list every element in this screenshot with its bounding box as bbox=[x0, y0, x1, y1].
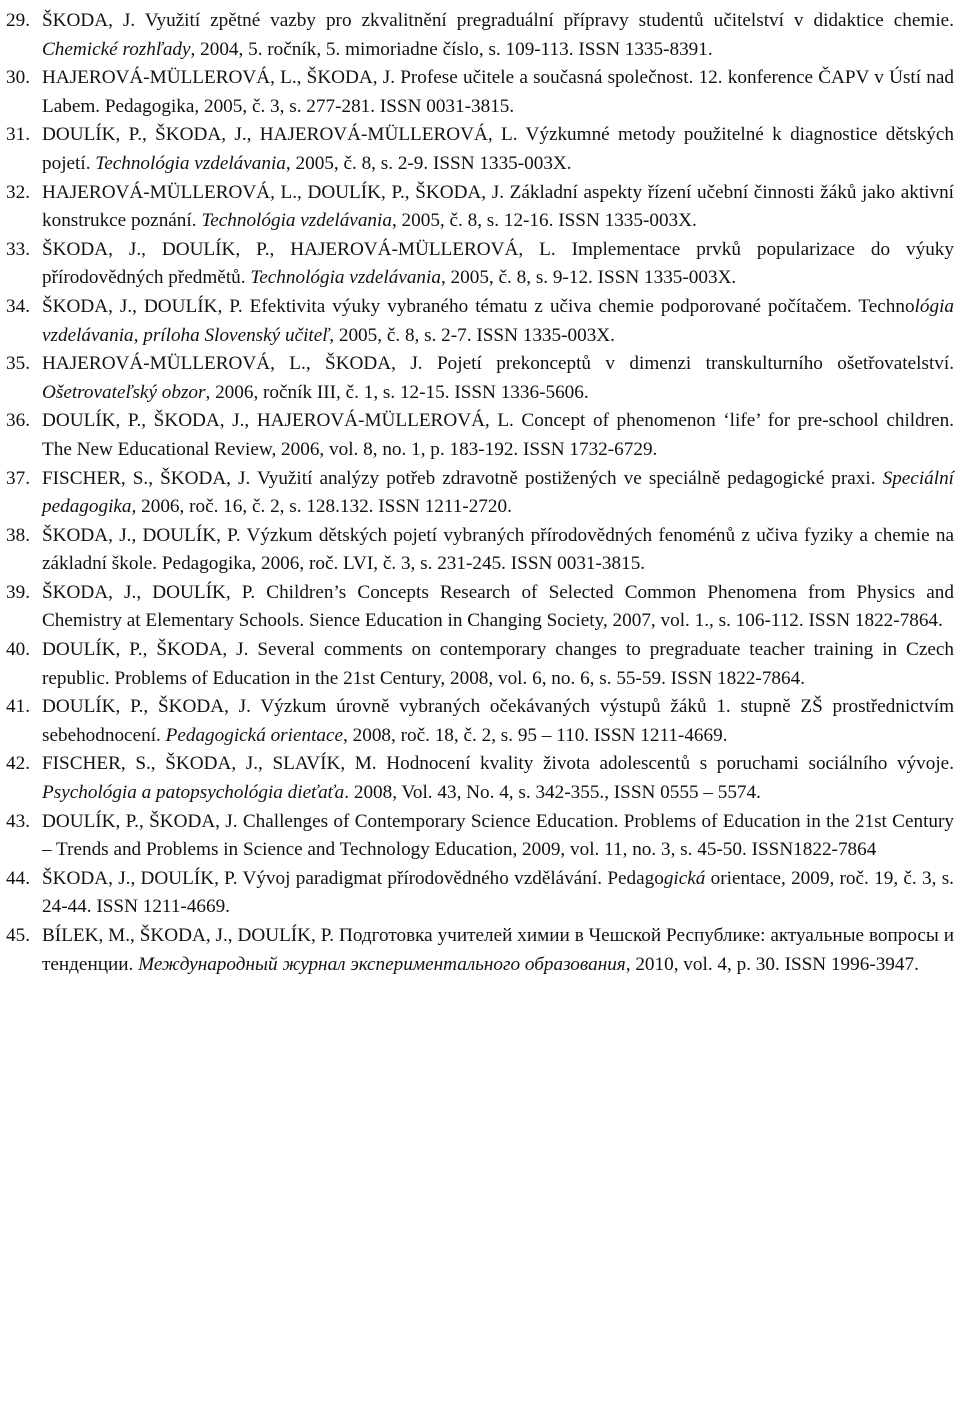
reference-entry bbox=[6, 7, 954, 64]
reference-source-italic: Speciální pedagogika, bbox=[42, 467, 954, 518]
reference-number: 44. bbox=[6, 867, 30, 889]
reference-text: DOULÍK, P., ŠKODA, J., HAJEROVÁ-MÜLLEROVÁ, L. Výzkumné metody použitelné k diagnostice dětských pojetí. bbox=[42, 124, 954, 174]
reference-entry bbox=[6, 465, 954, 522]
reference-text: 2006, roč. 16, č. 2, s. 128.132. ISSN 1211-2720. bbox=[136, 496, 512, 518]
reference-text: HAJEROVÁ-MÜLLEROVÁ, L., ŠKODA, J. Pojetí prekonceptů v dimenzi transkulturního ošetřovatelství. bbox=[42, 353, 954, 375]
reference-source-italic: Chemické rozhľady bbox=[42, 38, 191, 60]
reference-source-italic: Technológia vzdelávania bbox=[201, 210, 392, 232]
reference-entry bbox=[6, 407, 954, 464]
reference-text: , 2005, č. 8, s. 12-16. ISSN 1335-003X. bbox=[391, 210, 697, 232]
reference-text: DOULÍK, P., ŠKODA, J. Several comments on contemporary changes to pregraduate teacher training in Czech republic. Problems of Education in the 21st Century, 2008, vol. 6, no. 6, s. 55-59. ISSN 1822-7864. bbox=[42, 639, 954, 689]
reference-entry bbox=[6, 865, 954, 922]
reference-entry bbox=[6, 922, 954, 979]
reference-text: FISCHER, S., ŠKODA, J. Využití analýzy potřeb zdravotně postižených ve speciálně pedagogické praxi. bbox=[42, 467, 883, 489]
reference-text: ŠKODA, J., DOULÍK, P. Efektivita výuky vybraného tématu z učiva chemie podporované počítačem. Techno bbox=[42, 295, 915, 317]
reference-number: 30. bbox=[6, 67, 30, 89]
reference-text: ŠKODA, J., DOULÍK, P. Výzkum dětských pojetí vybraných přírodovědných fenoménů z učiva fyziky a chemie na základní škole. Pedagogika, 2006, roč. LVI, č. 3, s. 231-245. ISSN 0031-3815. bbox=[42, 524, 954, 575]
reference-text: ŠKODA, J., DOULÍK, P., HAJEROVÁ-MÜLLEROVÁ, L. Implementace prvků popularizace do výuky přírodovědných předmětů. bbox=[42, 238, 954, 289]
reference-text: BÍLEK, M., ŠKODA, J., DOULÍK, P. Подготовка учителей химии в Чешской Республике: актуальные вопросы и тенденции. bbox=[42, 925, 954, 975]
reference-number: 33. bbox=[6, 238, 30, 260]
reference-number: 36. bbox=[6, 410, 30, 432]
reference-number: 32. bbox=[6, 181, 30, 203]
reference-entry bbox=[6, 579, 954, 636]
reference-number: 31. bbox=[6, 124, 30, 146]
reference-entry bbox=[6, 808, 954, 865]
reference-source-italic: Ošetrovateľský obzor bbox=[42, 381, 206, 403]
reference-text: HAJEROVÁ-MÜLLEROVÁ, L., DOULÍK, P., ŠKODA, J. Základní aspekty řízení učební činnosti žáků jako aktivní konstrukce poznání. bbox=[42, 181, 954, 232]
reference-number: 35. bbox=[6, 353, 30, 375]
reference-text: DOULÍK, P., ŠKODA, J. Výzkum úrovně vybraných očekávaných výstupů žáků 1. stupně ZŠ prostřednictvím sebehodnocení. bbox=[42, 696, 954, 746]
reference-entry bbox=[6, 350, 954, 407]
reference-text: . 2008, Vol. 43, No. 4, s. 342-355., ISSN 0555 – 5574. bbox=[344, 782, 761, 804]
reference-source-italic: Международный журнал экспериментального образования bbox=[138, 953, 626, 975]
reference-number: 41. bbox=[6, 696, 30, 718]
reference-entry bbox=[6, 293, 954, 350]
reference-entry bbox=[6, 64, 954, 121]
reference-number: 42. bbox=[6, 753, 30, 775]
reference-number: 40. bbox=[6, 639, 30, 661]
reference-entry bbox=[6, 636, 954, 693]
reference-number: 43. bbox=[6, 810, 30, 832]
reference-text: DOULÍK, P., ŠKODA, J. Challenges of Contemporary Science Education. Problems of Education in the 21st Century – Trends and Problems in Science and Technology Education, 2009, vol. 11, no. 3, s. 45-50. ISSN1822-7864 bbox=[42, 810, 954, 861]
reference-number: 37. bbox=[6, 467, 30, 489]
reference-text: ŠKODA, J., DOULÍK, P. Children’s Concepts Research of Selected Common Phenomena from Physics and Chemistry at Elementary Schools. Sience Education in Changing Society, 2007, vol. 1., s. 106-112. ISSN 1822-7864. bbox=[42, 581, 954, 632]
reference-text: , 2010, vol. 4, p. 30. ISSN 1996-3947. bbox=[625, 953, 919, 975]
reference-entry bbox=[6, 179, 954, 236]
reference-text: FISCHER, S., ŠKODA, J., SLAVÍK, M. Hodnocení kvality života adolescentů s poruchami sociálního vývoje. bbox=[42, 753, 954, 775]
reference-source-italic: Pedagogická orientace bbox=[165, 724, 344, 746]
reference-entry bbox=[6, 121, 954, 178]
reference-entry bbox=[6, 693, 954, 750]
reference-entry bbox=[6, 236, 954, 293]
reference-text: HAJEROVÁ-MÜLLEROVÁ, L., ŠKODA, J. Profese učitele a současná společnost. 12. konference ČAPV v Ústí nad Labem. Pedagogika, 2005, č. 3, s. 277-281. ISSN 0031-3815. bbox=[42, 67, 954, 117]
reference-text: , 2005, č. 8, s. 2-9. ISSN 1335-003X. bbox=[285, 152, 572, 174]
reference-text: , 2005, č. 8, s. 2-7. ISSN 1335-003X. bbox=[329, 324, 615, 346]
reference-text: , 2006, ročník III, č. 1, s. 12-15. ISSN 1336-5606. bbox=[205, 381, 589, 403]
reference-text: DOULÍK, P., ŠKODA, J., HAJEROVÁ-MÜLLEROVÁ, L. Concept of phenomenon ‘life’ for pre-school children. The New Educational Review, 2006, vol. 8, no. 1, p. 183-192. ISSN 1732-6729. bbox=[42, 410, 954, 460]
reference-text: , 2008, roč. 18, č. 2, s. 95 – 110. ISSN 1211-4669. bbox=[343, 724, 728, 746]
reference-text: ŠKODA, J. Využití zpětné vazby pro zkvalitnění pregraduální přípravy studentů učitelství v didaktice chemie. bbox=[42, 10, 954, 31]
reference-text: , 2005, č. 8, s. 9-12. ISSN 1335-003X. bbox=[440, 267, 737, 289]
reference-entry bbox=[6, 522, 954, 579]
reference-text: , 2004, 5. ročník, 5. mimoriadne číslo, s. 109-113. ISSN 1335-8391. bbox=[190, 38, 713, 60]
reference-number: 45. bbox=[6, 925, 30, 946]
reference-entry bbox=[6, 750, 954, 807]
reference-number: 29. bbox=[6, 10, 30, 31]
reference-source-italic: Psychológia a patopsychológia dieťaťa bbox=[42, 782, 345, 804]
reference-number: 39. bbox=[6, 581, 30, 603]
reference-list bbox=[6, 7, 954, 979]
reference-text: ŠKODA, J., DOULÍK, P. Vývoj paradigmat přírodovědného vzdělávání. Pedago bbox=[42, 867, 664, 889]
reference-text: orientace, 2009, roč. 19, č. 3, s. 24-44. ISSN 1211-4669. bbox=[42, 867, 954, 918]
reference-number: 38. bbox=[6, 524, 30, 546]
reference-source-italic: Technológia vzdelávania bbox=[95, 152, 286, 174]
reference-source-italic: lógia vzdelávania, príloha Slovenský učiteľ bbox=[42, 295, 954, 346]
reference-number: 34. bbox=[6, 295, 30, 317]
reference-source-italic: gická bbox=[663, 867, 706, 889]
reference-source-italic: Technológia vzdelávania bbox=[250, 267, 441, 289]
